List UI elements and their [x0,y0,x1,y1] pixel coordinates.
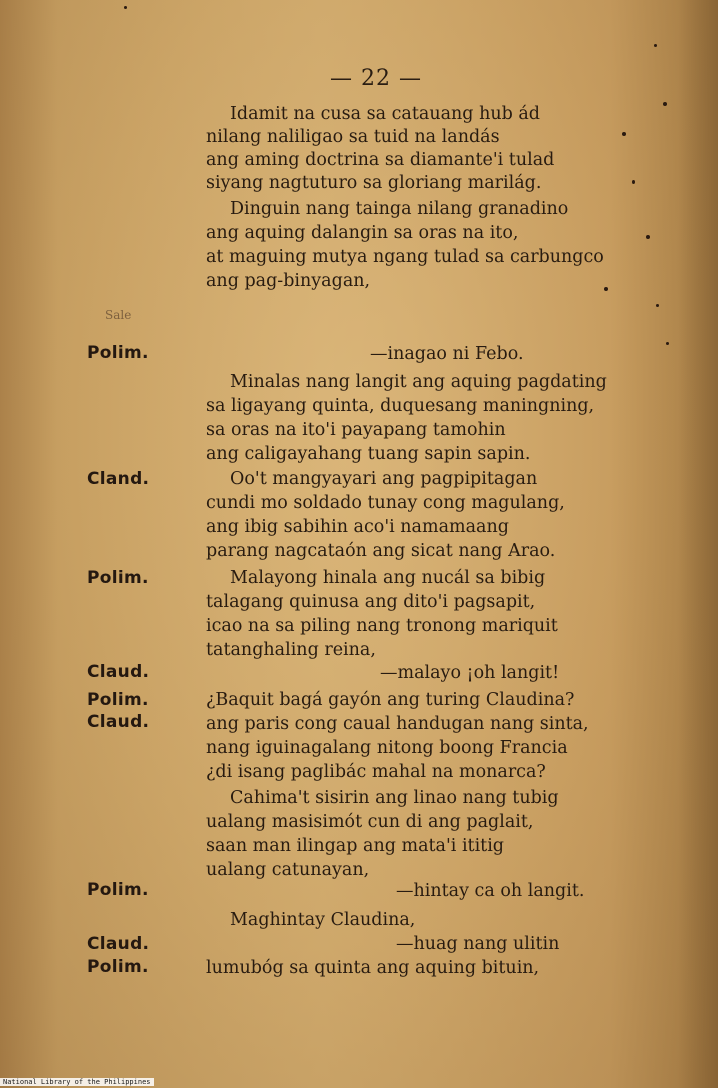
speaker-label: Cland. [87,469,150,489]
verse-line: ¿Baquit bagá gayón ang turing Claudina? [206,690,575,710]
scan-speck [663,102,667,106]
verse-line: cundi mo soldado tunay cong magulang, [206,493,565,513]
verse-line: tatanghaling reina, [206,640,376,660]
verse-line: sa oras na ito'i payapang tamohin [206,420,506,440]
page-edge-shadow [678,0,718,1088]
verse-line: Oo't mangyayari ang pagpipitagan [230,469,538,489]
speaker-label: Polim. [87,880,149,900]
speaker-label: Polim. [87,568,149,588]
verse-line: at maguing mutya ngang tulad sa carbungco [206,247,604,267]
verse-line: ualang catunayan, [206,860,370,880]
verse-line: Dinguin nang tainga nilang granadino [230,199,569,219]
scan-speck [632,180,635,184]
verse-line: Malayong hinala ang nucál sa bibig [230,568,546,588]
verse-line: parang nagcataón ang sicat nang Arao. [206,541,556,561]
verse-line: ang ibig sabihin aco'i namamaang [206,517,509,537]
verse-line: nang iguinagalang nitong boong Francia [206,738,568,758]
scan-speck [604,287,608,291]
verse-line: —huag nang ulitin [396,934,560,954]
speaker-label: Polim. [87,690,149,710]
speaker-label: Claud. [87,712,150,732]
verse-line: ang aquing dalangin sa oras na ito, [206,223,519,243]
verse-line: Cahima't sisirin ang linao nang tubig [230,788,559,808]
verse-line: saan man ilingap ang mata'i ititig [206,836,504,856]
speaker-label: Claud. [87,662,150,682]
verse-line: ang paris cong caual handugan nang sinta, [206,714,589,734]
verse-line: —malayo ¡oh langit! [380,663,560,683]
speaker-label: Claud. [87,934,150,954]
stage-direction: Sale [105,308,132,322]
verse-line: —inagao ni Febo. [370,344,524,364]
verse-line: ualang masisimót cun di ang paglait, [206,812,534,832]
verse-line: sa ligayang quinta, duquesang maningning, [206,396,595,416]
verse-line: Minalas nang langit ang aquing pagdating [230,372,607,392]
verse-line: ang pag-binyagan, [206,271,371,291]
verse-line: nilang naliligao sa tuid na landás [206,127,500,147]
verse-line: ang caligayahang tuang sapin sapin. [206,444,531,464]
speaker-label: Polim. [87,343,149,363]
verse-line: talagang quinusa ang dito'i pagsapit, [206,592,536,612]
scan-speck [656,304,659,307]
scan-speck [622,132,626,136]
verse-line: icao na sa piling nang tronong mariquit [206,616,558,636]
scan-speck [654,44,657,47]
verse-line: siyang nagtuturo sa gloriang marilág. [206,173,542,193]
speaker-label: Polim. [87,957,149,977]
verse-line: Idamit na cusa sa catauang hub ád [230,104,541,124]
verse-line: lumubóg sa quinta ang aquing bituin, [206,958,540,978]
scan-speck [646,235,650,239]
verse-line: Maghintay Claudina, [230,910,416,930]
scan-speck [124,6,127,9]
footer-credit: National Library of the Philippines [0,1078,154,1086]
verse-line: —hintay ca oh langit. [396,881,585,901]
page-number: — 22 — [330,66,422,91]
verse-line: ang aming doctrina sa diamante'i tulad [206,150,555,170]
scan-speck [666,342,669,345]
verse-line: ¿di isang paglibác mahal na monarca? [206,762,546,782]
